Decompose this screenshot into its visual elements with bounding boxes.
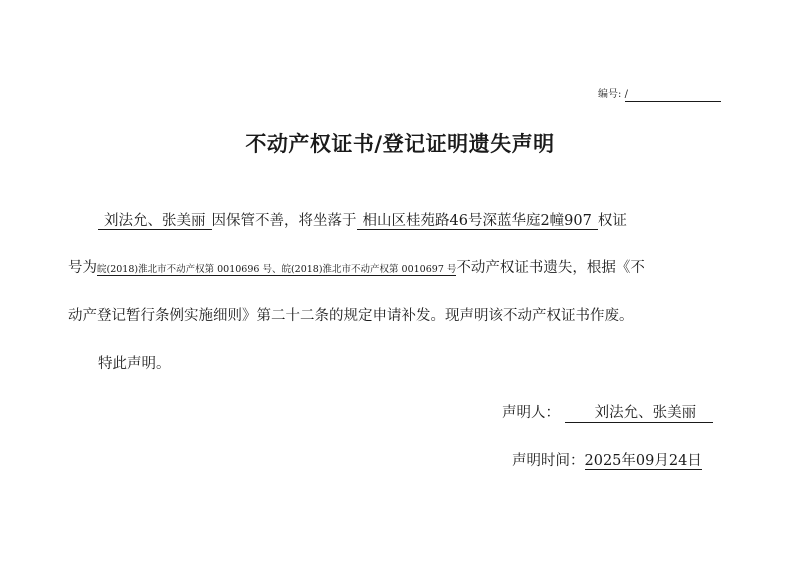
declaration-time-value: 2025年09月24日: [584, 453, 702, 469]
paragraph-line-2: [68, 258, 645, 280]
page-title: 不动产权证书/登记证明遗失声明: [245, 132, 555, 156]
declarant-label: 声明人：: [502, 405, 560, 421]
body-text-4: 不动产权证书遗失，根据《不: [456, 260, 645, 276]
paragraph-line-3: 动产登记暂行条例实施细则》第二十二条的规定申请补发。现声明该不动产权证书作废。: [68, 308, 634, 324]
declaration-time-row: [512, 449, 702, 470]
document-number-value: /: [625, 89, 721, 102]
declarant-row: [502, 401, 713, 423]
paragraph-line-1: [98, 211, 627, 231]
certificate-numbers: 皖(2018)淮北市不动产权第 0010696 号、皖(2018)淮北市不动产权第 0010697 号: [97, 264, 457, 275]
property-location: 相山区桂苑路46号深蓝华庭2幢907: [357, 213, 598, 230]
document-number-label: 编号:: [598, 89, 622, 100]
owner-names: 刘法允、张美丽: [98, 213, 212, 230]
closing-statement: 特此声明。: [98, 356, 171, 372]
body-text-1: 因保管不善，将坐落于: [211, 213, 357, 229]
document-number: [598, 85, 721, 102]
body-text-2: 权证: [597, 213, 627, 229]
declarant-value: 刘法允、张美丽: [565, 401, 713, 423]
body-text-3: 号为: [68, 260, 97, 276]
declaration-time-label: 声明时间：: [512, 453, 585, 469]
